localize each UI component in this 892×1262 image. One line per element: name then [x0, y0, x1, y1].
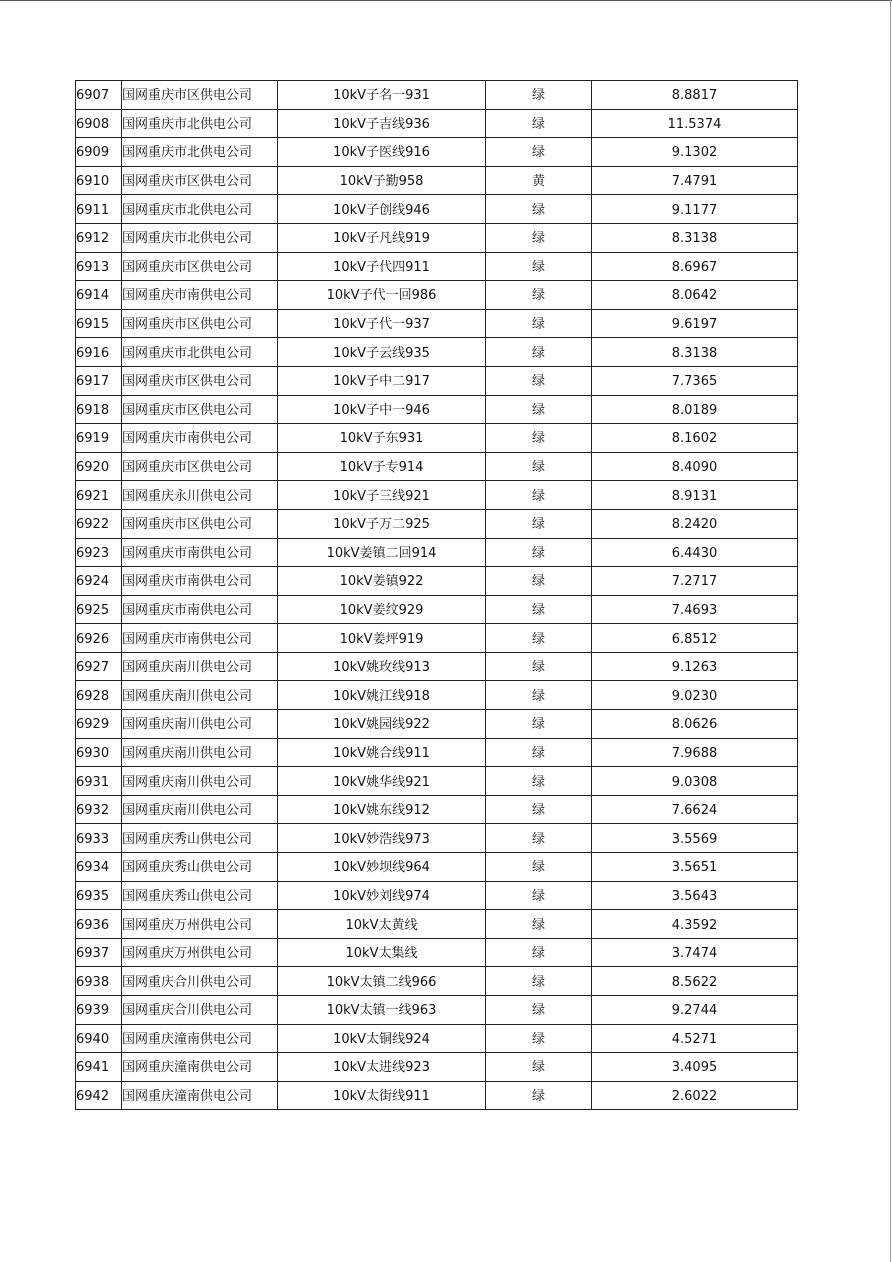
status-color-cell: 绿 — [486, 624, 592, 653]
row-id-cell: 6907 — [76, 81, 122, 110]
table-row — [76, 1053, 798, 1082]
row-id-cell: 6910 — [76, 166, 122, 195]
status-color-cell: 绿 — [486, 1081, 592, 1110]
value-cell: 9.6197 — [592, 309, 798, 338]
row-id-cell: 6922 — [76, 509, 122, 538]
status-color-cell: 绿 — [486, 967, 592, 996]
value-cell: 3.4095 — [592, 1053, 798, 1082]
row-id-cell: 6931 — [76, 767, 122, 796]
row-id-cell: 6914 — [76, 281, 122, 310]
company-cell: 国网重庆市北供电公司 — [122, 223, 278, 252]
status-color-cell: 绿 — [486, 1024, 592, 1053]
row-id-cell: 6942 — [76, 1081, 122, 1110]
company-cell: 国网重庆合川供电公司 — [122, 996, 278, 1025]
line-name-cell: 10kV太进线923 — [278, 1053, 486, 1082]
table-row — [76, 710, 798, 739]
row-id-cell: 6911 — [76, 195, 122, 224]
company-cell: 国网重庆秀山供电公司 — [122, 824, 278, 853]
row-id-cell: 6941 — [76, 1053, 122, 1082]
company-cell: 国网重庆秀山供电公司 — [122, 853, 278, 882]
table-row — [76, 252, 798, 281]
company-cell: 国网重庆市北供电公司 — [122, 195, 278, 224]
status-color-cell: 绿 — [486, 138, 592, 167]
value-cell: 6.4430 — [592, 538, 798, 567]
table-row — [76, 767, 798, 796]
value-cell: 9.2744 — [592, 996, 798, 1025]
value-cell: 8.3138 — [592, 223, 798, 252]
status-color-cell: 绿 — [486, 309, 592, 338]
status-color-cell: 绿 — [486, 996, 592, 1025]
row-id-cell: 6928 — [76, 681, 122, 710]
company-cell: 国网重庆市区供电公司 — [122, 509, 278, 538]
value-cell: 9.1302 — [592, 138, 798, 167]
line-name-cell: 10kV太街线911 — [278, 1081, 486, 1110]
table-row — [76, 853, 798, 882]
table-row — [76, 109, 798, 138]
company-cell: 国网重庆南川供电公司 — [122, 795, 278, 824]
status-color-cell: 绿 — [486, 195, 592, 224]
line-name-cell: 10kV子云线935 — [278, 338, 486, 367]
row-id-cell: 6916 — [76, 338, 122, 367]
value-cell: 8.1602 — [592, 424, 798, 453]
row-id-cell: 6927 — [76, 652, 122, 681]
row-id-cell: 6918 — [76, 395, 122, 424]
status-color-cell: 绿 — [486, 223, 592, 252]
status-color-cell: 绿 — [486, 109, 592, 138]
row-id-cell: 6924 — [76, 567, 122, 596]
line-name-cell: 10kV子代一回986 — [278, 281, 486, 310]
row-id-cell: 6935 — [76, 881, 122, 910]
line-name-cell: 10kV太镇一线963 — [278, 996, 486, 1025]
status-color-cell: 绿 — [486, 81, 592, 110]
table-row — [76, 509, 798, 538]
row-id-cell: 6915 — [76, 309, 122, 338]
company-cell: 国网重庆市区供电公司 — [122, 395, 278, 424]
table-row — [76, 681, 798, 710]
line-name-cell: 10kV姜纹929 — [278, 595, 486, 624]
value-cell: 3.7474 — [592, 938, 798, 967]
row-id-cell: 6921 — [76, 481, 122, 510]
company-cell: 国网重庆永川供电公司 — [122, 481, 278, 510]
line-name-cell: 10kV子名一931 — [278, 81, 486, 110]
company-cell: 国网重庆秀山供电公司 — [122, 881, 278, 910]
row-id-cell: 6938 — [76, 967, 122, 996]
status-color-cell: 绿 — [486, 509, 592, 538]
table-row — [76, 281, 798, 310]
table-row — [76, 595, 798, 624]
value-cell: 7.2717 — [592, 567, 798, 596]
page-right-border — [890, 0, 891, 1262]
value-cell: 3.5643 — [592, 881, 798, 910]
line-name-cell: 10kV子中一946 — [278, 395, 486, 424]
value-cell: 8.0189 — [592, 395, 798, 424]
status-color-cell: 绿 — [486, 252, 592, 281]
table-row — [76, 938, 798, 967]
row-id-cell: 6908 — [76, 109, 122, 138]
value-cell: 7.7365 — [592, 366, 798, 395]
table-row — [76, 624, 798, 653]
line-name-cell: 10kV子吉线936 — [278, 109, 486, 138]
company-cell: 国网重庆市南供电公司 — [122, 424, 278, 453]
table-row — [76, 395, 798, 424]
status-color-cell: 绿 — [486, 795, 592, 824]
value-cell: 8.2420 — [592, 509, 798, 538]
table-row — [76, 538, 798, 567]
row-id-cell: 6926 — [76, 624, 122, 653]
company-cell: 国网重庆市区供电公司 — [122, 309, 278, 338]
line-name-cell: 10kV姚园线922 — [278, 710, 486, 739]
status-color-cell: 绿 — [486, 595, 592, 624]
company-cell: 国网重庆合川供电公司 — [122, 967, 278, 996]
table-row — [76, 223, 798, 252]
company-cell: 国网重庆市区供电公司 — [122, 81, 278, 110]
row-id-cell: 6917 — [76, 366, 122, 395]
page-top-border — [0, 0, 892, 1]
value-cell: 2.6022 — [592, 1081, 798, 1110]
status-color-cell: 绿 — [486, 853, 592, 882]
row-id-cell: 6939 — [76, 996, 122, 1025]
table-row — [76, 366, 798, 395]
status-color-cell: 绿 — [486, 767, 592, 796]
company-cell: 国网重庆市区供电公司 — [122, 252, 278, 281]
value-cell: 8.0642 — [592, 281, 798, 310]
company-cell: 国网重庆潼南供电公司 — [122, 1053, 278, 1082]
company-cell: 国网重庆市北供电公司 — [122, 109, 278, 138]
row-id-cell: 6909 — [76, 138, 122, 167]
row-id-cell: 6920 — [76, 452, 122, 481]
line-name-cell: 10kV太集线 — [278, 938, 486, 967]
table-row — [76, 652, 798, 681]
value-cell: 3.5569 — [592, 824, 798, 853]
row-id-cell: 6912 — [76, 223, 122, 252]
value-cell: 7.4693 — [592, 595, 798, 624]
line-name-cell: 10kV妙浩线973 — [278, 824, 486, 853]
status-color-cell: 绿 — [486, 824, 592, 853]
table-row — [76, 309, 798, 338]
company-cell: 国网重庆南川供电公司 — [122, 681, 278, 710]
table-row — [76, 910, 798, 939]
status-color-cell: 绿 — [486, 881, 592, 910]
table-row — [76, 795, 798, 824]
line-name-cell: 10kV子勤958 — [278, 166, 486, 195]
value-cell: 7.4791 — [592, 166, 798, 195]
company-cell: 国网重庆南川供电公司 — [122, 767, 278, 796]
company-cell: 国网重庆南川供电公司 — [122, 710, 278, 739]
table-row — [76, 1081, 798, 1110]
status-color-cell: 绿 — [486, 652, 592, 681]
status-color-cell: 绿 — [486, 395, 592, 424]
line-name-cell: 10kV姜坪919 — [278, 624, 486, 653]
line-name-cell: 10kV妙坝线964 — [278, 853, 486, 882]
status-color-cell: 黄 — [486, 166, 592, 195]
line-name-cell: 10kV太镇二线966 — [278, 967, 486, 996]
table-row — [76, 738, 798, 767]
line-name-cell: 10kV子凡线919 — [278, 223, 486, 252]
value-cell: 9.1263 — [592, 652, 798, 681]
line-name-cell: 10kV子创线946 — [278, 195, 486, 224]
value-cell: 9.0230 — [592, 681, 798, 710]
status-color-cell: 绿 — [486, 567, 592, 596]
table-row — [76, 567, 798, 596]
line-name-cell: 10kV子代四911 — [278, 252, 486, 281]
company-cell: 国网重庆潼南供电公司 — [122, 1024, 278, 1053]
table-row — [76, 481, 798, 510]
company-cell: 国网重庆市南供电公司 — [122, 595, 278, 624]
table-row — [76, 195, 798, 224]
feeder-data-table — [75, 80, 798, 1110]
table-row — [76, 338, 798, 367]
table-row — [76, 81, 798, 110]
company-cell: 国网重庆市南供电公司 — [122, 538, 278, 567]
line-name-cell: 10kV姚合线911 — [278, 738, 486, 767]
value-cell: 4.5271 — [592, 1024, 798, 1053]
line-name-cell: 10kV子三线921 — [278, 481, 486, 510]
value-cell: 8.9131 — [592, 481, 798, 510]
company-cell: 国网重庆市南供电公司 — [122, 281, 278, 310]
company-cell: 国网重庆万州供电公司 — [122, 910, 278, 939]
status-color-cell: 绿 — [486, 738, 592, 767]
company-cell: 国网重庆潼南供电公司 — [122, 1081, 278, 1110]
table-row — [76, 166, 798, 195]
line-name-cell: 10kV子医线916 — [278, 138, 486, 167]
line-name-cell: 10kV姚东线912 — [278, 795, 486, 824]
row-id-cell: 6930 — [76, 738, 122, 767]
row-id-cell: 6913 — [76, 252, 122, 281]
company-cell: 国网重庆市南供电公司 — [122, 624, 278, 653]
company-cell: 国网重庆万州供电公司 — [122, 938, 278, 967]
status-color-cell: 绿 — [486, 681, 592, 710]
status-color-cell: 绿 — [486, 366, 592, 395]
table-row — [76, 967, 798, 996]
line-name-cell: 10kV子东931 — [278, 424, 486, 453]
company-cell: 国网重庆市区供电公司 — [122, 366, 278, 395]
line-name-cell: 10kV姚江线918 — [278, 681, 486, 710]
value-cell: 8.4090 — [592, 452, 798, 481]
company-cell: 国网重庆南川供电公司 — [122, 738, 278, 767]
line-name-cell: 10kV太黄线 — [278, 910, 486, 939]
value-cell: 8.0626 — [592, 710, 798, 739]
table-row — [76, 452, 798, 481]
status-color-cell: 绿 — [486, 452, 592, 481]
line-name-cell: 10kV太铜线924 — [278, 1024, 486, 1053]
row-id-cell: 6932 — [76, 795, 122, 824]
line-name-cell: 10kV姜镇922 — [278, 567, 486, 596]
company-cell: 国网重庆市区供电公司 — [122, 452, 278, 481]
status-color-cell: 绿 — [486, 424, 592, 453]
value-cell: 8.5622 — [592, 967, 798, 996]
row-id-cell: 6937 — [76, 938, 122, 967]
table-row — [76, 138, 798, 167]
line-name-cell: 10kV姜镇二回914 — [278, 538, 486, 567]
status-color-cell: 绿 — [486, 710, 592, 739]
value-cell: 8.6967 — [592, 252, 798, 281]
table-row — [76, 881, 798, 910]
value-cell: 8.3138 — [592, 338, 798, 367]
status-color-cell: 绿 — [486, 538, 592, 567]
row-id-cell: 6933 — [76, 824, 122, 853]
value-cell: 7.6624 — [592, 795, 798, 824]
status-color-cell: 绿 — [486, 481, 592, 510]
line-name-cell: 10kV姚玫线913 — [278, 652, 486, 681]
row-id-cell: 6934 — [76, 853, 122, 882]
line-name-cell: 10kV子专914 — [278, 452, 486, 481]
value-cell: 9.0308 — [592, 767, 798, 796]
value-cell: 7.9688 — [592, 738, 798, 767]
status-color-cell: 绿 — [486, 338, 592, 367]
status-color-cell: 绿 — [486, 938, 592, 967]
value-cell: 9.1177 — [592, 195, 798, 224]
value-cell: 11.5374 — [592, 109, 798, 138]
row-id-cell: 6925 — [76, 595, 122, 624]
table-row — [76, 996, 798, 1025]
status-color-cell: 绿 — [486, 910, 592, 939]
company-cell: 国网重庆市北供电公司 — [122, 138, 278, 167]
company-cell: 国网重庆市北供电公司 — [122, 338, 278, 367]
value-cell: 4.3592 — [592, 910, 798, 939]
company-cell: 国网重庆市区供电公司 — [122, 166, 278, 195]
line-name-cell: 10kV子代一937 — [278, 309, 486, 338]
company-cell: 国网重庆市南供电公司 — [122, 567, 278, 596]
table-row — [76, 424, 798, 453]
company-cell: 国网重庆南川供电公司 — [122, 652, 278, 681]
line-name-cell: 10kV子中二917 — [278, 366, 486, 395]
line-name-cell: 10kV姚华线921 — [278, 767, 486, 796]
table-row — [76, 824, 798, 853]
value-cell: 3.5651 — [592, 853, 798, 882]
row-id-cell: 6923 — [76, 538, 122, 567]
table-body — [76, 81, 798, 1110]
row-id-cell: 6936 — [76, 910, 122, 939]
status-color-cell: 绿 — [486, 281, 592, 310]
row-id-cell: 6919 — [76, 424, 122, 453]
row-id-cell: 6929 — [76, 710, 122, 739]
table-row — [76, 1024, 798, 1053]
value-cell: 6.8512 — [592, 624, 798, 653]
line-name-cell: 10kV子万二925 — [278, 509, 486, 538]
line-name-cell: 10kV妙刘线974 — [278, 881, 486, 910]
row-id-cell: 6940 — [76, 1024, 122, 1053]
value-cell: 8.8817 — [592, 81, 798, 110]
status-color-cell: 绿 — [486, 1053, 592, 1082]
